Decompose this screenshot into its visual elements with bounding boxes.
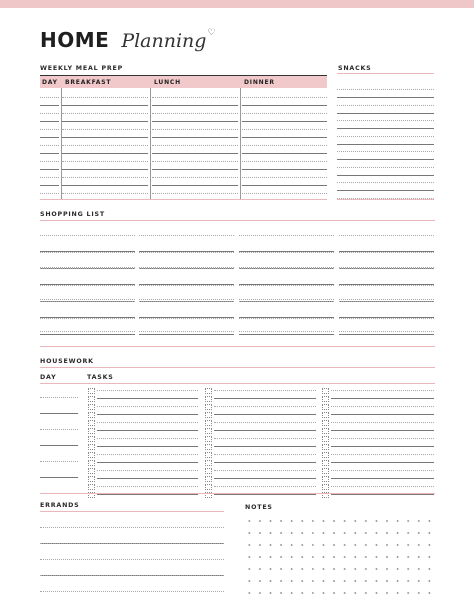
- meal-col-day: DAY: [42, 79, 58, 86]
- task-dotted-line[interactable]: [97, 390, 198, 391]
- shopping-dotted-line[interactable]: [339, 301, 434, 302]
- meal-dotted-line[interactable]: [62, 129, 148, 130]
- shopping-dotted-line[interactable]: [139, 301, 234, 302]
- housework-day-line[interactable]: [40, 413, 78, 414]
- task-checkbox[interactable]: [322, 484, 329, 490]
- task-checkbox[interactable]: [205, 476, 212, 482]
- task-dotted-line[interactable]: [97, 486, 198, 487]
- task-dotted-line[interactable]: [214, 470, 316, 471]
- task-write-line[interactable]: [331, 478, 434, 479]
- meal-write-line[interactable]: [152, 185, 238, 186]
- housework-bottom-rule: [40, 493, 435, 494]
- task-checkbox[interactable]: [205, 452, 212, 458]
- shopping-dotted-line[interactable]: [139, 331, 234, 332]
- shopping-dotted-line[interactable]: [139, 252, 234, 253]
- errand-dotted-line[interactable]: [40, 591, 224, 592]
- task-checkbox[interactable]: [205, 468, 212, 474]
- housework-col-tasks: TASKS: [87, 374, 114, 381]
- meal-dotted-line[interactable]: [152, 129, 238, 130]
- meal-write-line[interactable]: [242, 169, 327, 170]
- task-checkbox[interactable]: [322, 396, 329, 402]
- task-dotted-line[interactable]: [214, 486, 316, 487]
- shopping-dotted-line[interactable]: [40, 235, 135, 236]
- shopping-write-line[interactable]: [339, 334, 434, 335]
- snack-write-line[interactable]: [337, 190, 434, 191]
- shopping-dotted-line[interactable]: [139, 235, 234, 236]
- top-accent-bar: [0, 0, 474, 8]
- task-write-line[interactable]: [331, 446, 434, 447]
- meal-dotted-line[interactable]: [62, 193, 148, 194]
- shopping-top-rule: [40, 220, 435, 221]
- meal-write-line[interactable]: [62, 121, 148, 122]
- title-main: HOME: [40, 28, 110, 52]
- meal-dotted-line[interactable]: [62, 113, 148, 114]
- task-write-line[interactable]: [214, 462, 316, 463]
- meal-write-line[interactable]: [242, 137, 327, 138]
- task-checkbox[interactable]: [205, 404, 212, 410]
- task-dotted-line[interactable]: [97, 454, 198, 455]
- meal-dotted-line[interactable]: [152, 177, 238, 178]
- task-write-line[interactable]: [97, 462, 198, 463]
- task-checkbox[interactable]: [205, 484, 212, 490]
- snack-dotted-line[interactable]: [337, 151, 434, 152]
- meal-dotted-line[interactable]: [40, 97, 59, 98]
- shopping-dotted-line[interactable]: [139, 285, 234, 286]
- task-write-line[interactable]: [97, 494, 198, 495]
- housework-day-line[interactable]: [40, 477, 78, 478]
- shopping-write-line[interactable]: [139, 334, 234, 335]
- errand-dotted-line[interactable]: [40, 575, 224, 576]
- task-checkbox[interactable]: [88, 444, 95, 450]
- meal-column-divider: [61, 88, 62, 199]
- task-write-line[interactable]: [214, 494, 316, 495]
- task-checkbox[interactable]: [322, 388, 329, 394]
- meal-write-line[interactable]: [40, 185, 59, 186]
- snack-write-line[interactable]: [337, 175, 434, 176]
- task-dotted-line[interactable]: [331, 454, 434, 455]
- shopping-write-line[interactable]: [239, 334, 334, 335]
- meal-dotted-line[interactable]: [40, 113, 59, 114]
- meal-prep-label: WEEKLY MEAL PREP: [40, 65, 124, 72]
- housework-day-line[interactable]: [40, 429, 78, 430]
- task-checkbox[interactable]: [322, 436, 329, 442]
- housework-day-line[interactable]: [40, 397, 78, 398]
- meal-write-line[interactable]: [152, 137, 238, 138]
- task-dotted-line[interactable]: [97, 438, 198, 439]
- notes-label: NOTES: [245, 504, 273, 511]
- meal-write-line[interactable]: [62, 105, 148, 106]
- snack-dotted-line[interactable]: [337, 89, 434, 90]
- housework-label: HOUSEWORK: [40, 358, 94, 365]
- task-checkbox[interactable]: [205, 420, 212, 426]
- task-checkbox[interactable]: [88, 436, 95, 442]
- meal-write-line[interactable]: [62, 169, 148, 170]
- task-checkbox[interactable]: [88, 420, 95, 426]
- errands-top-rule: [40, 511, 224, 512]
- shopping-dotted-line[interactable]: [339, 268, 434, 269]
- task-checkbox[interactable]: [88, 484, 95, 490]
- task-checkbox[interactable]: [322, 460, 329, 466]
- task-checkbox[interactable]: [88, 476, 95, 482]
- task-checkbox[interactable]: [88, 428, 95, 434]
- housework-top-rule: [40, 367, 435, 368]
- housework-day-line[interactable]: [40, 445, 78, 446]
- task-write-line[interactable]: [97, 446, 198, 447]
- meal-column-divider: [150, 88, 151, 199]
- meal-dotted-line[interactable]: [152, 161, 238, 162]
- shopping-dotted-line[interactable]: [139, 268, 234, 269]
- shopping-dotted-line[interactable]: [40, 301, 135, 302]
- errand-dotted-line[interactable]: [40, 543, 224, 544]
- task-write-line[interactable]: [331, 494, 434, 495]
- task-checkbox[interactable]: [88, 396, 95, 402]
- errands-label: ERRANDS: [40, 502, 80, 509]
- shopping-dotted-line[interactable]: [239, 268, 334, 269]
- meal-col-lunch: LUNCH: [154, 79, 181, 86]
- snack-dotted-line[interactable]: [337, 105, 434, 106]
- snack-write-line[interactable]: [337, 97, 434, 98]
- meal-write-line[interactable]: [40, 137, 59, 138]
- task-write-line[interactable]: [331, 462, 434, 463]
- meal-write-line[interactable]: [242, 185, 327, 186]
- meal-dotted-line[interactable]: [62, 97, 148, 98]
- task-write-line[interactable]: [214, 446, 316, 447]
- snack-write-line[interactable]: [337, 144, 434, 145]
- task-checkbox[interactable]: [322, 420, 329, 426]
- meal-dotted-line[interactable]: [62, 177, 148, 178]
- meal-write-line[interactable]: [242, 105, 327, 106]
- meal-dotted-line[interactable]: [242, 193, 327, 194]
- meal-column-divider: [240, 88, 241, 199]
- shopping-dotted-line[interactable]: [339, 235, 434, 236]
- meal-write-line[interactable]: [40, 105, 59, 106]
- shopping-dotted-line[interactable]: [339, 252, 434, 253]
- shopping-dotted-line[interactable]: [339, 331, 434, 332]
- task-dotted-line[interactable]: [214, 454, 316, 455]
- page-title: [40, 28, 216, 52]
- errand-dotted-line[interactable]: [40, 559, 224, 560]
- meal-dotted-line[interactable]: [152, 145, 238, 146]
- shopping-write-line[interactable]: [40, 334, 135, 335]
- task-checkbox[interactable]: [88, 412, 95, 418]
- meal-dotted-line[interactable]: [242, 113, 327, 114]
- task-checkbox[interactable]: [88, 404, 95, 410]
- task-checkbox[interactable]: [322, 468, 329, 474]
- task-write-line[interactable]: [97, 478, 198, 479]
- meal-write-line[interactable]: [62, 137, 148, 138]
- task-write-line[interactable]: [331, 430, 434, 431]
- meal-write-line[interactable]: [152, 169, 238, 170]
- task-dotted-line[interactable]: [331, 406, 434, 407]
- task-write-line[interactable]: [214, 430, 316, 431]
- task-checkbox[interactable]: [322, 444, 329, 450]
- task-write-line[interactable]: [97, 430, 198, 431]
- task-dotted-line[interactable]: [214, 406, 316, 407]
- meal-write-line[interactable]: [40, 169, 59, 170]
- housework-col-day: DAY: [40, 374, 57, 381]
- meal-dotted-line[interactable]: [40, 145, 59, 146]
- task-checkbox[interactable]: [88, 388, 95, 394]
- task-checkbox[interactable]: [205, 444, 212, 450]
- snack-dotted-line[interactable]: [337, 167, 434, 168]
- task-checkbox[interactable]: [205, 412, 212, 418]
- shopping-dotted-line[interactable]: [239, 252, 334, 253]
- snack-write-line[interactable]: [337, 128, 434, 129]
- meal-dotted-line[interactable]: [152, 97, 238, 98]
- task-checkbox[interactable]: [88, 452, 95, 458]
- task-write-line[interactable]: [97, 398, 198, 399]
- meal-write-line[interactable]: [152, 153, 238, 154]
- shopping-dotted-line[interactable]: [239, 318, 334, 319]
- task-checkbox[interactable]: [322, 412, 329, 418]
- shopping-dotted-line[interactable]: [139, 318, 234, 319]
- task-write-line[interactable]: [331, 414, 434, 415]
- meal-write-line[interactable]: [152, 105, 238, 106]
- task-checkbox[interactable]: [322, 404, 329, 410]
- task-write-line[interactable]: [214, 478, 316, 479]
- snack-write-line[interactable]: [337, 159, 434, 160]
- task-dotted-line[interactable]: [97, 406, 198, 407]
- meal-dotted-line[interactable]: [242, 177, 327, 178]
- task-dotted-line[interactable]: [214, 422, 316, 423]
- shopping-dotted-line[interactable]: [40, 285, 135, 286]
- shopping-dotted-line[interactable]: [339, 285, 434, 286]
- shopping-dotted-line[interactable]: [239, 285, 334, 286]
- meal-dotted-line[interactable]: [40, 193, 59, 194]
- snacks-top-rule: [337, 73, 434, 74]
- task-write-line[interactable]: [214, 398, 316, 399]
- meal-write-line[interactable]: [62, 153, 148, 154]
- shopping-dotted-line[interactable]: [239, 331, 334, 332]
- meal-bottom-rule: [40, 199, 327, 200]
- task-dotted-line[interactable]: [214, 438, 316, 439]
- meal-dotted-line[interactable]: [40, 129, 59, 130]
- task-checkbox[interactable]: [205, 428, 212, 434]
- title-script: Planning: [121, 30, 207, 52]
- housework-day-line[interactable]: [40, 461, 78, 462]
- shopping-list-label: SHOPPING LIST: [40, 211, 105, 218]
- task-dotted-line[interactable]: [97, 422, 198, 423]
- meal-write-line[interactable]: [40, 153, 59, 154]
- task-dotted-line[interactable]: [331, 470, 434, 471]
- meal-write-line[interactable]: [62, 185, 148, 186]
- task-checkbox[interactable]: [205, 460, 212, 466]
- meal-dotted-line[interactable]: [242, 145, 327, 146]
- heart-icon: ♡: [207, 27, 216, 37]
- meal-write-line[interactable]: [242, 153, 327, 154]
- task-write-line[interactable]: [97, 414, 198, 415]
- meal-dotted-line[interactable]: [40, 161, 59, 162]
- meal-dotted-line[interactable]: [242, 161, 327, 162]
- shopping-dotted-line[interactable]: [239, 235, 334, 236]
- task-dotted-line[interactable]: [331, 438, 434, 439]
- shopping-dotted-line[interactable]: [40, 331, 135, 332]
- shopping-dotted-line[interactable]: [40, 318, 135, 319]
- shopping-dotted-line[interactable]: [40, 268, 135, 269]
- meal-dotted-line[interactable]: [242, 129, 327, 130]
- meal-write-line[interactable]: [40, 121, 59, 122]
- meal-write-line[interactable]: [152, 121, 238, 122]
- shopping-dotted-line[interactable]: [40, 252, 135, 253]
- meal-dotted-line[interactable]: [62, 145, 148, 146]
- task-checkbox[interactable]: [205, 388, 212, 394]
- task-dotted-line[interactable]: [331, 486, 434, 487]
- task-checkbox[interactable]: [88, 468, 95, 474]
- snacks-bottom-rule: [337, 199, 434, 200]
- task-checkbox[interactable]: [322, 428, 329, 434]
- errand-dotted-line[interactable]: [40, 527, 224, 528]
- meal-col-dinner: DINNER: [244, 79, 275, 86]
- snack-write-line[interactable]: [337, 113, 434, 114]
- meal-dotted-line[interactable]: [62, 161, 148, 162]
- snacks-label: SNACKS: [338, 65, 372, 72]
- meal-write-line[interactable]: [242, 121, 327, 122]
- task-checkbox[interactable]: [322, 452, 329, 458]
- snack-dotted-line[interactable]: [337, 136, 434, 137]
- task-dotted-line[interactable]: [331, 390, 434, 391]
- meal-dotted-line[interactable]: [152, 113, 238, 114]
- task-checkbox[interactable]: [88, 460, 95, 466]
- meal-col-breakfast: BREAKFAST: [65, 79, 112, 86]
- task-dotted-line[interactable]: [97, 470, 198, 471]
- shopping-dotted-line[interactable]: [339, 318, 434, 319]
- task-checkbox[interactable]: [322, 476, 329, 482]
- meal-dotted-line[interactable]: [40, 177, 59, 178]
- task-checkbox[interactable]: [205, 436, 212, 442]
- shopping-dotted-line[interactable]: [239, 301, 334, 302]
- housework-header-rule: [40, 383, 435, 384]
- meal-dotted-line[interactable]: [242, 97, 327, 98]
- meal-dotted-line[interactable]: [152, 193, 238, 194]
- task-write-line[interactable]: [331, 398, 434, 399]
- notes-dot-grid[interactable]: [244, 515, 436, 595]
- shopping-bottom-rule: [40, 346, 435, 347]
- task-dotted-line[interactable]: [331, 422, 434, 423]
- task-checkbox[interactable]: [205, 396, 212, 402]
- snack-dotted-line[interactable]: [337, 182, 434, 183]
- snack-dotted-line[interactable]: [337, 120, 434, 121]
- task-dotted-line[interactable]: [214, 390, 316, 391]
- task-write-line[interactable]: [214, 414, 316, 415]
